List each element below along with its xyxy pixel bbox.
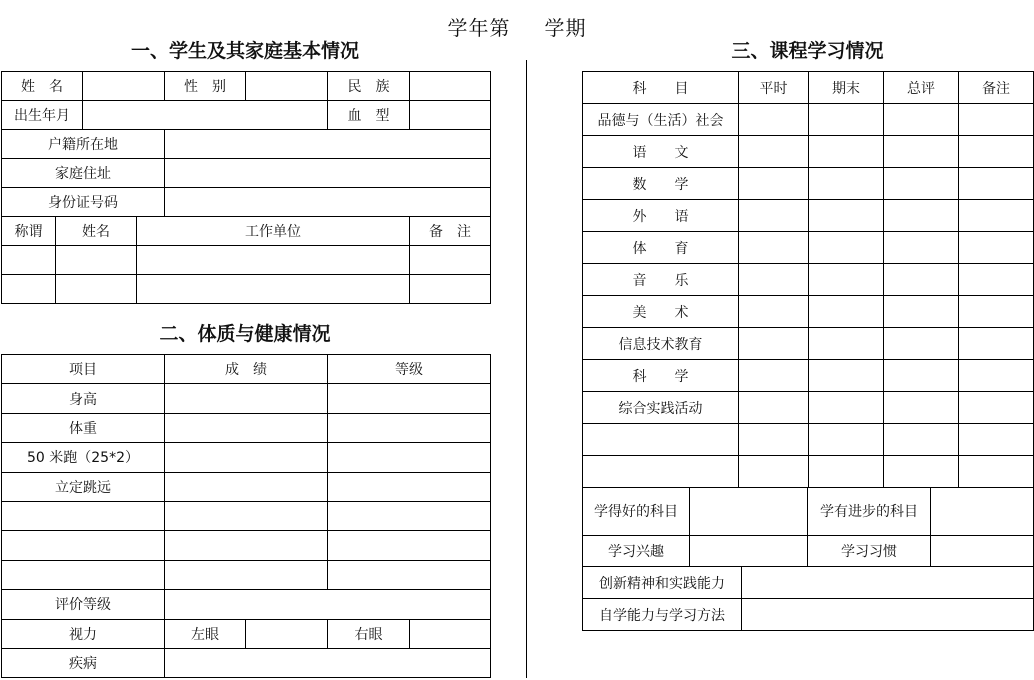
name-label: 姓 名 [2,72,83,101]
subject-label: 音 乐 [583,264,739,296]
ethnicity-label: 民 族 [328,72,410,101]
section2-title: 二、体质与健康情况 [159,323,331,345]
habits-field[interactable] [931,536,1034,567]
grade-cell[interactable] [739,392,809,424]
household-field[interactable] [165,130,491,159]
left-eye-field[interactable] [246,619,328,648]
term-header-part2: 学期 [544,16,587,40]
subject-label: 体 育 [583,232,739,264]
eval-grade-field[interactable] [165,590,491,619]
grade-cell[interactable] [739,424,809,456]
subject-label: 外 语 [583,200,739,232]
grade-cell[interactable] [884,136,959,168]
family-cell[interactable] [137,275,410,304]
birth-label: 出生年月 [2,101,83,130]
grade-cell[interactable] [959,296,1034,328]
grade-cell[interactable] [739,136,809,168]
id-number-field[interactable] [165,188,491,217]
health-cell[interactable] [165,443,328,472]
vision-label: 视力 [2,619,165,648]
right-eye-label: 右眼 [328,619,410,648]
grade-cell[interactable] [809,392,884,424]
disease-field[interactable] [165,648,491,677]
grade-cell[interactable] [959,232,1034,264]
grade-cell[interactable] [959,392,1034,424]
family-cell[interactable] [56,275,137,304]
grade-cell[interactable] [884,360,959,392]
course-header-overall: 总评 [884,72,959,104]
innovation-field[interactable] [742,567,1034,599]
health-cell[interactable] [328,560,491,589]
grade-cell[interactable] [809,456,884,488]
grade-cell[interactable] [959,456,1034,488]
health-item-height: 身高 [2,384,165,413]
innovation-label: 创新精神和实践能力 [583,567,742,599]
subject-label-blank[interactable] [583,424,739,456]
health-cell[interactable] [2,531,165,560]
health-cell[interactable] [165,501,328,530]
course-header-subject: 科 目 [583,72,739,104]
family-cell[interactable] [2,246,56,275]
subject-label: 科 学 [583,360,739,392]
grade-cell[interactable] [884,392,959,424]
grade-cell[interactable] [739,296,809,328]
grade-cell[interactable] [739,456,809,488]
good-subjects-field[interactable] [690,488,808,536]
interest-label: 学习兴趣 [583,536,690,567]
health-table [1,354,491,678]
grade-cell[interactable] [959,104,1034,136]
id-number-label: 身份证号码 [2,188,165,217]
grade-cell[interactable] [959,200,1034,232]
grade-cell[interactable] [739,264,809,296]
grade-cell[interactable] [809,424,884,456]
household-label: 户籍所在地 [2,130,165,159]
grade-cell[interactable] [884,200,959,232]
grade-cell[interactable] [959,360,1034,392]
health-cell[interactable] [165,472,328,501]
grade-cell[interactable] [739,328,809,360]
grade-cell[interactable] [809,296,884,328]
family-cell[interactable] [2,275,56,304]
grade-cell[interactable] [884,456,959,488]
grade-cell[interactable] [809,264,884,296]
grade-cell[interactable] [809,360,884,392]
health-item-weight: 体重 [2,413,165,442]
health-cell[interactable] [165,413,328,442]
grade-cell[interactable] [959,136,1034,168]
health-cell[interactable] [165,384,328,413]
grade-cell[interactable] [884,168,959,200]
good-subjects-label: 学得好的科目 [583,488,690,536]
course-header-regular: 平时 [739,72,809,104]
grade-cell[interactable] [884,328,959,360]
health-header-item: 项目 [2,355,165,384]
progress-subjects-field[interactable] [931,488,1034,536]
family-header-work: 工作单位 [137,217,410,246]
family-cell[interactable] [410,246,491,275]
gender-field[interactable] [246,72,328,101]
grade-cell[interactable] [809,168,884,200]
grade-cell[interactable] [959,328,1034,360]
self-study-label: 自学能力与学习方法 [583,599,742,631]
grade-cell[interactable] [884,296,959,328]
health-cell[interactable] [328,472,491,501]
health-cell[interactable] [165,531,328,560]
subject-label-blank[interactable] [583,456,739,488]
grade-cell[interactable] [809,328,884,360]
self-study-field[interactable] [742,599,1034,631]
health-item-run: 50 米跑（25*2） [2,443,165,472]
subject-label: 综合实践活动 [583,392,739,424]
health-cell[interactable] [328,443,491,472]
family-cell[interactable] [56,246,137,275]
gender-label: 性 别 [165,72,246,101]
right-eye-field[interactable] [410,619,491,648]
grade-cell[interactable] [809,136,884,168]
health-header-grade: 等级 [328,355,491,384]
health-cell[interactable] [328,384,491,413]
course-header-remark: 备注 [959,72,1034,104]
blood-label: 血 型 [328,101,410,130]
family-cell[interactable] [410,275,491,304]
grade-cell[interactable] [884,424,959,456]
blood-field[interactable] [410,101,491,130]
family-header-remark: 备 注 [410,217,491,246]
grade-cell[interactable] [959,424,1034,456]
grade-cell[interactable] [739,360,809,392]
progress-subjects-label: 学有进步的科目 [808,488,931,536]
address-field[interactable] [165,159,491,188]
address-label: 家庭住址 [2,159,165,188]
grade-cell[interactable] [809,200,884,232]
left-eye-label: 左眼 [165,619,246,648]
health-cell[interactable] [328,531,491,560]
page-divider [526,60,527,678]
health-cell[interactable] [165,560,328,589]
subject-label: 信息技术教育 [583,328,739,360]
grade-cell[interactable] [739,168,809,200]
subject-label: 语 文 [583,136,739,168]
grade-cell[interactable] [739,104,809,136]
subject-label: 品德与（生活）社会 [583,104,739,136]
family-cell[interactable] [137,246,410,275]
ethnicity-field[interactable] [410,72,491,101]
health-cell[interactable] [328,501,491,530]
grade-cell[interactable] [809,232,884,264]
name-field[interactable] [83,72,165,101]
grade-cell[interactable] [884,264,959,296]
grade-cell[interactable] [884,104,959,136]
grade-cell[interactable] [959,168,1034,200]
basic-info-table [1,71,491,304]
birth-field[interactable] [83,101,328,130]
course-table [582,71,1034,488]
grade-cell[interactable] [959,264,1034,296]
health-header-score: 成 绩 [165,355,328,384]
family-header-relation: 称谓 [2,217,56,246]
learning-eval-table [582,487,1034,631]
section3-title: 三、课程学习情况 [731,40,884,62]
health-cell[interactable] [2,560,165,589]
subject-label: 数 学 [583,168,739,200]
eval-grade-label: 评价等级 [2,590,165,619]
section1-title: 一、学生及其家庭基本情况 [130,40,359,62]
family-header-name: 姓名 [56,217,137,246]
disease-label: 疾病 [2,648,165,677]
interest-field[interactable] [690,536,808,567]
health-item-jump: 立定跳远 [2,472,165,501]
course-header-final: 期末 [809,72,884,104]
term-header-part1: 学年第 [447,16,511,40]
health-cell[interactable] [328,413,491,442]
grade-cell[interactable] [809,104,884,136]
grade-cell[interactable] [884,232,959,264]
subject-label: 美 术 [583,296,739,328]
grade-cell[interactable] [739,232,809,264]
grade-cell[interactable] [739,200,809,232]
health-cell[interactable] [2,501,165,530]
habits-label: 学习习惯 [808,536,931,567]
